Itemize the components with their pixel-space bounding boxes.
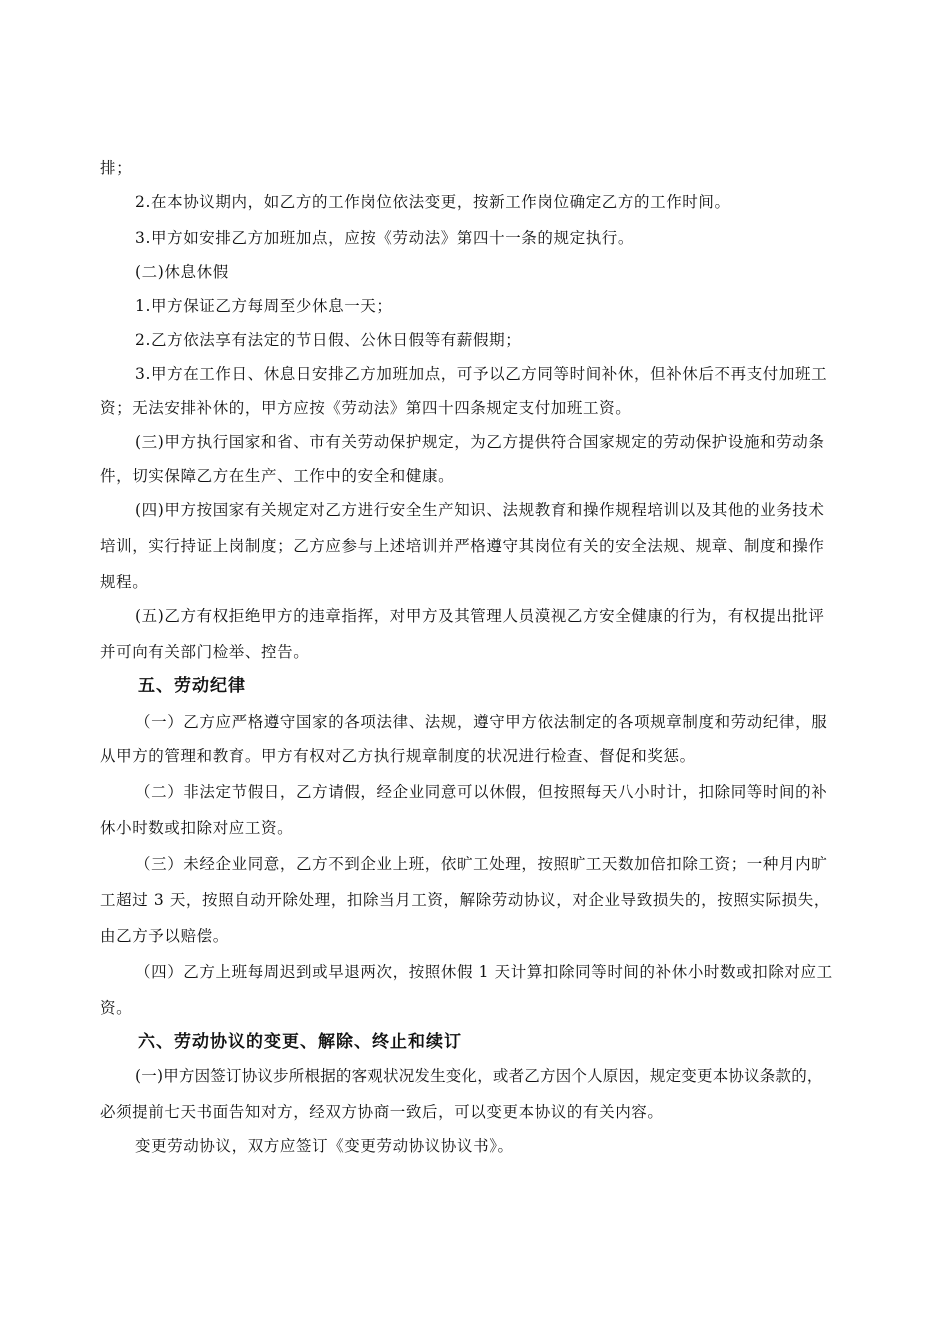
text-line: 变更劳动协议，双方应签订《变更劳动协议协议书》。: [135, 1137, 514, 1155]
text-line: 从甲方的管理和教育。甲方有权对乙方执行规章制度的状况进行检查、督促和奖惩。: [100, 747, 696, 765]
text-line: 由乙方予以赔偿。: [100, 927, 229, 945]
text-line: (四)甲方按国家有关规定对乙方进行安全生产知识、法规教育和操作规程培训以及其他的业务技术: [135, 501, 825, 519]
text-line: 必须提前七天书面告知对方，经双方协商一致后，可以变更本协议的有关内容。: [100, 1103, 664, 1121]
text-line: 3.甲方如安排乙方加班加点，应按《劳动法》第四十一条的规定执行。: [135, 229, 634, 247]
text-line: 规程。: [100, 573, 149, 591]
text-line: 培训，实行持证上岗制度；乙方应参与上述培训并严格遵守其岗位有关的安全法规、规章、制度和操作: [100, 537, 825, 555]
text-line: 2.在本协议期内，如乙方的工作岗位依法变更，按新工作岗位确定乙方的工作时间。: [135, 193, 731, 211]
text-line: 件，切实保障乙方在生产、工作中的安全和健康。: [100, 467, 455, 485]
text-line: (五)乙方有权拒绝甲方的违章指挥，对甲方及其管理人员漠视乙方安全健康的行为，有权提出批评: [135, 607, 825, 625]
text-line: （二）非法定节假日，乙方请假，经企业同意可以休假，但按照每天八小时计，扣除同等时间的补: [135, 783, 828, 801]
text-line: （四）乙方上班每周迟到或早退两次，按照休假 1 天计算扣除同等时间的补休小时数或扣除对应工: [135, 963, 833, 981]
text-line: (一)甲方因签订协议步所根据的客观状况发生变化，或者乙方因个人原因，规定变更本协议条款的，: [135, 1067, 823, 1085]
section-heading: 六、劳动协议的变更、解除、终止和续订: [138, 1032, 462, 1052]
text-line: 休小时数或扣除对应工资。: [100, 819, 294, 837]
text-line: 排；: [100, 159, 133, 177]
text-line: （一）乙方应严格遵守国家的各项法律、法规，遵守甲方依法制定的各项规章制度和劳动纪律，服: [135, 713, 828, 731]
text-line: 1.甲方保证乙方每周至少休息一天；: [135, 297, 393, 315]
text-line: （三）未经企业同意，乙方不到企业上班，依旷工处理，按照旷工天数加倍扣除工资；一种月内旷: [135, 855, 828, 873]
text-line: 工超过 3 天，按照自动开除处理，扣除当月工资，解除劳动协议，对企业导致损失的，按照实际损失，: [100, 891, 830, 909]
text-line: 并可向有关部门检举、控告。: [100, 643, 310, 661]
text-line: 资；无法安排补休的，甲方应按《劳动法》第四十四条规定支付加班工资。: [100, 399, 632, 417]
text-line: (三)甲方执行国家和省、市有关劳动保护规定，为乙方提供符合国家规定的劳动保护设施和劳动条: [135, 433, 825, 451]
section-heading: 五、劳动纪律: [138, 676, 246, 696]
text-line: 3.甲方在工作日、休息日安排乙方加班加点，可予以乙方同等时间补休，但补休后不再支付加班工: [135, 365, 828, 383]
text-line: 2.乙方依法享有法定的节日假、公休日假等有薪假期；: [135, 331, 522, 349]
text-line: (二)休息休假: [135, 263, 229, 281]
text-line: 资。: [100, 999, 133, 1017]
